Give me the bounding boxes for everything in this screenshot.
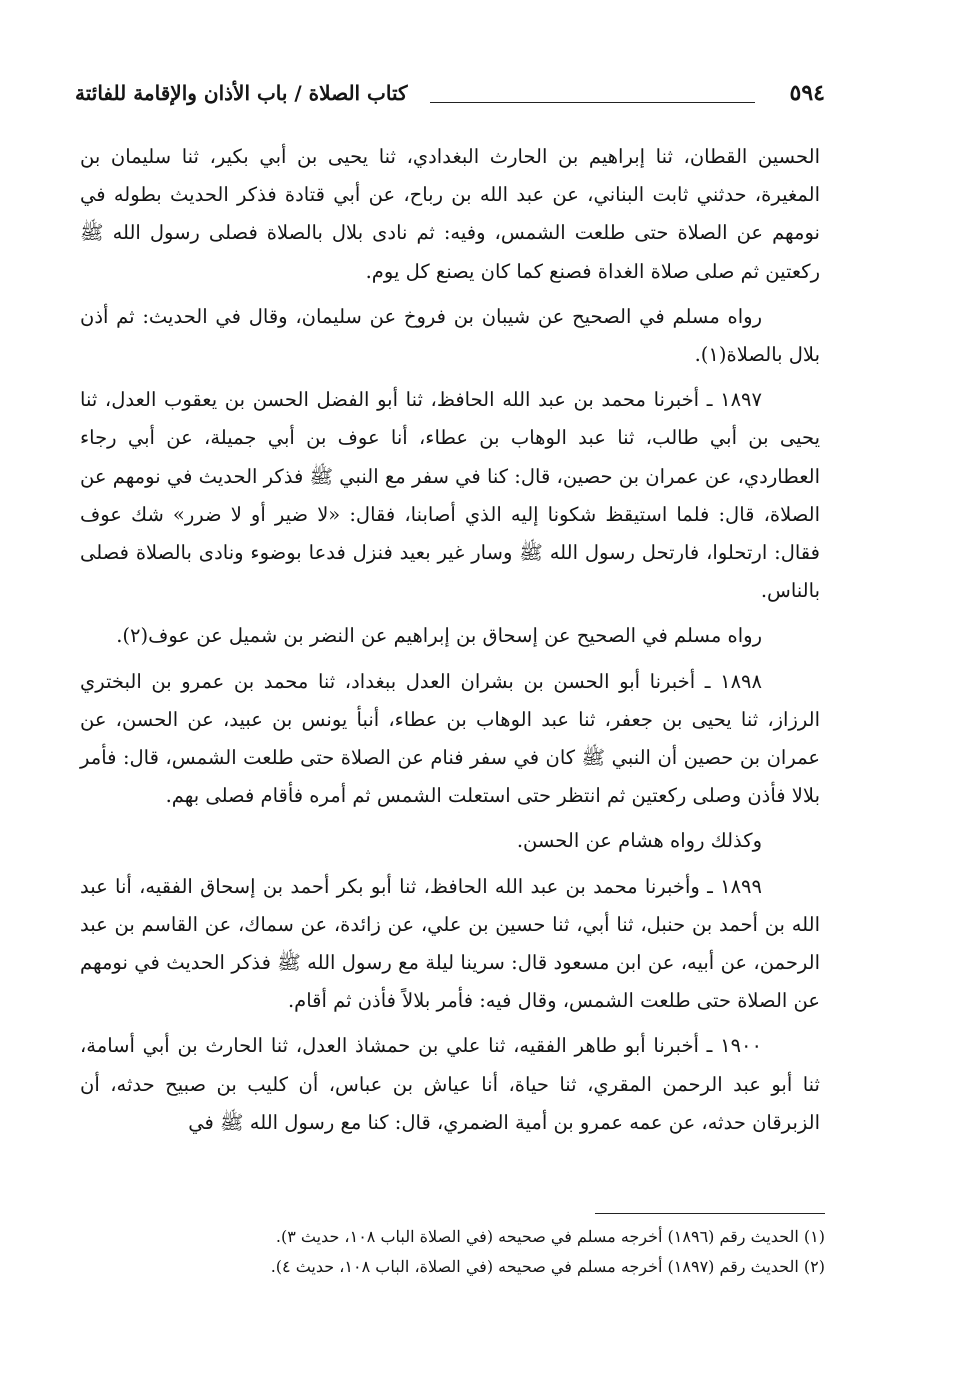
hadith-1900: ١٩٠٠ ـ أخبرنا أبو طاهر الفقيه، ثنا علي بن حمشاذ العدل، ثنا الحارث بن أبي أسامة، ثنا أبو عبد الرحمن المقري، ثنا حياة، أنا عياش بن عباس، أن كليب بن صبيح حدثه، أن الزبرقان حدثه، عن عمه عمرو بن أمية الضمري، قال: كنا مع رسول الله ﷺ في [80, 1034, 820, 1134]
paragraph-continuation: الحسين القطان، ثنا إبراهيم بن الحارث البغدادي، ثنا يحيى بن أبي بكير، ثنا سليمان بن المغيرة، حدثني ثابت البناني، عن عبد الله بن رباح، عن أبي قتادة فذكر الحديث بطوله في نومهم عن الصلاة حتى طلعت الشمس، وفيه: ثم نادى بلال بالصلاة فصلى رسول الله ﷺ ركعتين ثم صلى صلاة الغداة فصنع كما كان يصنع كل يوم. [80, 145, 820, 283]
paragraph-note: وكذلك رواه هشام عن الحسن. [516, 829, 762, 853]
footnote-2: (٢) الحديث رقم (١٨٩٧) أخرجه مسلم في صحيحه (في الصلاة، الباب ١٠٨، حديث ٤). [270, 1257, 825, 1276]
body-text [80, 138, 820, 1149]
header-rule [430, 102, 755, 103]
page-header [75, 78, 825, 112]
footnotes [80, 1222, 825, 1282]
paragraph-riwaya: رواه مسلم في الصحيح عن إسحاق بن إبراهيم عن النضر بن شميل عن عوف(٢). [116, 624, 762, 648]
footnote-rule [595, 1213, 825, 1214]
hadith-1899: ١٨٩٩ ـ وأخبرنا محمد بن عبد الله الحافظ، ثنا أبو بكر أحمد بن إسحاق الفقيه، أنا عبد الله بن أحمد بن حنبل، ثنا أبي، ثنا حسين بن علي، عن زائدة، عن سماك، عن القاسم بن عبد الرحمن، عن أبيه، عن ابن مسعود قال: سرينا ليلة مع رسول الله ﷺ فذكر الحديث في نومهم عن الصلاة حتى طلعت الشمس، وقال فيه: فأمر بلالاً فأذن ثم أقام. [80, 874, 820, 1013]
page-number: ٥٩٤ [789, 80, 825, 106]
paragraph-riwaya: رواه مسلم في الصحيح عن شيبان بن فروخ عن سليمان، وقال في الحديث: ثم أذن بلال بالصلاة(١). [80, 304, 820, 367]
running-title: كتاب الصلاة / باب الأذان والإقامة للفائتة [75, 81, 408, 105]
hadith-1898: ١٨٩٨ ـ أخبرنا أبو الحسن بن بشران العدل ببغداد، ثنا محمد بن عمرو بن البختري الرزاز، ثنا يحيى بن جعفر، ثنا عبد الوهاب بن عطاء، أنبأ يونس بن عبيد، عن الحسن، عن عمران بن حصين أن النبي ﷺ كان في سفر فنام عن الصلاة حتى طلعت الشمس، قال: فأمر بلالا فأذن وصلى ركعتين ثم انتظر حتى استعلت الشمس ثم أمره فأقام فصلى بهم. [80, 669, 820, 808]
footnote-1: (١) الحديث رقم (١٨٩٦) أخرجه مسلم في صحيحه (في الصلاة الباب ١٠٨، حديث ٣). [275, 1227, 825, 1246]
hadith-1897: ١٨٩٧ ـ أخبرنا محمد بن عبد الله الحافظ، ثنا أبو الفضل الحسن بن يعقوب العدل، ثنا يحيى بن أبي طالب، ثنا عبد الوهاب بن عطاء، أنا عوف بن أبي جميلة، عن أبي رجاء العطاردي، عن عمران بن حصين، قال: كنا في سفر مع النبي ﷺ فذكر الحديث في نومهم عن الصلاة، قال: فلما استيقظ شكونا إليه الذي أصابنا، فقال: «لا ضير أو لا ضرر» شك عوف فقال: ارتحلوا، فارتحل رسول الله ﷺ وسار غير بعيد فنزل فدعا بوضوء ونادى بالصلاة فصلى بالناس. [80, 388, 820, 603]
